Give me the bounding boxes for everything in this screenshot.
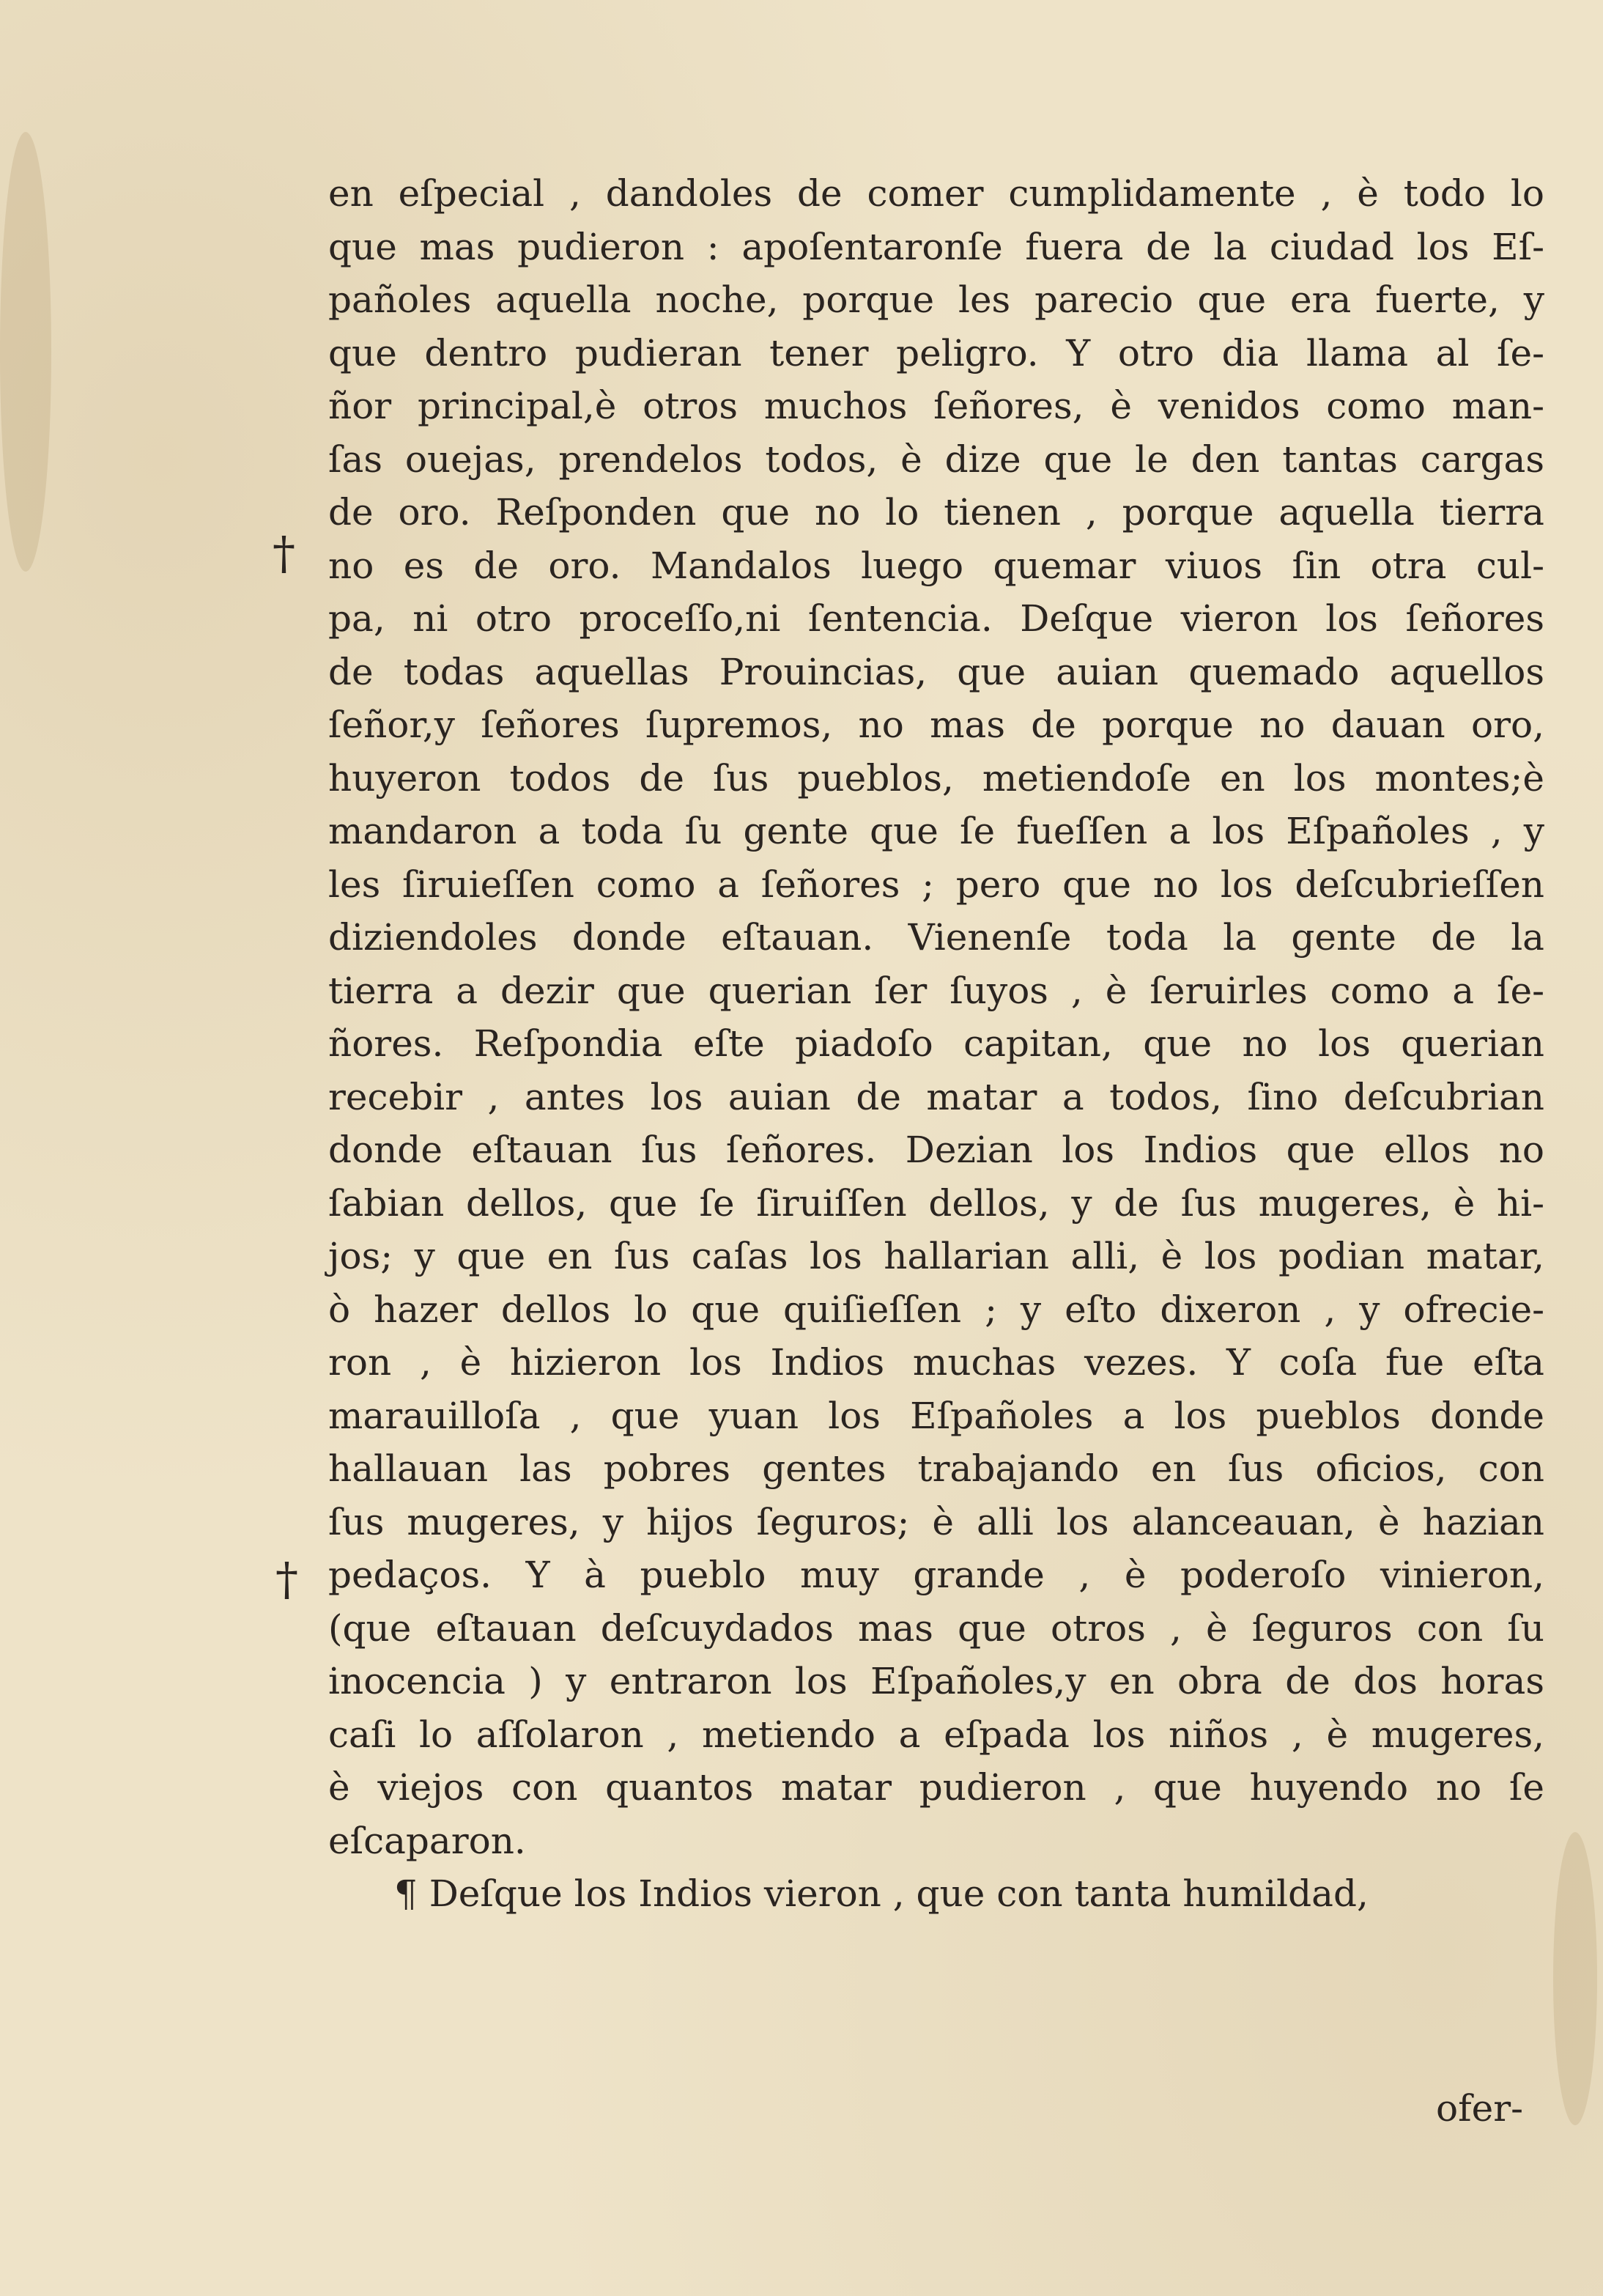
text-line: huyeron todos de ſus pueblos, metiendoſe en los montes;è bbox=[328, 756, 1544, 800]
margin-mark-dagger: † bbox=[273, 526, 295, 580]
text-line: ron , è hizieron los Indios muchas vezes. Y coſa fue eſta bbox=[328, 1341, 1544, 1384]
margin-mark-dagger: † bbox=[275, 1552, 298, 1606]
text-line: no es de oro. Mandalos luego quemar viuos ſin otra cul- bbox=[328, 544, 1544, 587]
text-line: mandaron a toda ſu gente que ſe fueſſen a los Eſpañoles , y bbox=[328, 810, 1544, 852]
text-line: ſeñor,y ſeñores ſupremos, no mas de porque no dauan oro, bbox=[328, 704, 1544, 746]
text-line: les ſiruieſſen como a ſeñores ; pero que no los deſcubrieſſen bbox=[328, 863, 1544, 906]
text-line: ſus mugeres, y hijos ſeguros; è alli los alanceauan, è hazian bbox=[328, 1500, 1544, 1543]
text-line: caſi lo aſſolaron , metiendo a eſpada los niños , è mugeres, bbox=[328, 1713, 1544, 1756]
text-line: en eſpecial , dandoles de comer cumplidamente , è todo lo bbox=[328, 172, 1544, 215]
text-line: marauilloſa , que yuan los Eſpañoles a los pueblos donde bbox=[328, 1394, 1544, 1437]
text-line: diziendoles donde eſtauan. Vienenſe toda la gente de la bbox=[328, 916, 1544, 959]
text-line: ñores. Reſpondia eſte piadoſo capitan, que no los querian bbox=[328, 1022, 1544, 1065]
text-line: jos; y que en ſus caſas los hallarian alli, è los podian matar, bbox=[328, 1235, 1544, 1277]
text-line: ñor principal,è otros muchos ſeñores, è venidos como man- bbox=[328, 385, 1544, 427]
text-line: de todas aquellas Prouincias, que auian quemado aquellos bbox=[328, 650, 1544, 693]
text-line: de oro. Reſponden que no lo tienen , porque aquella tierra bbox=[328, 491, 1544, 534]
text-line: ſas ouejas, prendelos todos, è dize que le den tantas cargas bbox=[328, 438, 1544, 481]
text-line: donde eſtauan ſus ſeñores. Dezian los Indios que ellos no bbox=[328, 1129, 1544, 1171]
text-line: recebir , antes los auian de matar a todos, ſino deſcubrian bbox=[328, 1075, 1544, 1118]
text-line: ſabian dellos, que ſe ſiruiſſen dellos, y de ſus mugeres, è hi- bbox=[328, 1181, 1544, 1225]
text-line: è viejos con quantos matar pudieron , que huyendo no ſe bbox=[328, 1766, 1544, 1809]
text-line: ò hazer dellos lo que quiſieſſen ; y eſto dixeron , y ofrecie- bbox=[328, 1288, 1544, 1331]
catchword: ofer- bbox=[1436, 2087, 1523, 2130]
text-line: hallauan las pobres gentes trabajando en ſus oficios, con bbox=[328, 1447, 1544, 1490]
text-line: pedaços. Y à pueblo muy grande , è poderoſo vinieron, bbox=[328, 1554, 1544, 1596]
text-line: que mas pudieron : apoſentaronſe fuera de la ciudad los Eſ- bbox=[328, 225, 1544, 268]
paper-stain bbox=[1553, 1832, 1597, 2125]
paper-stain bbox=[0, 132, 51, 572]
text-line: tierra a dezir que querian ſer ſuyos , è ſeruirles como a ſe- bbox=[328, 969, 1544, 1012]
text-line: (que eſtauan deſcuydados mas que otros , è ſeguros con ſu bbox=[328, 1606, 1544, 1650]
body-text bbox=[328, 167, 1544, 1921]
paragraph-start-line: ¶ Deſque los Indios vieron , que con tanta humildad, bbox=[394, 1872, 1369, 1915]
text-line: inocencia ) y entraron los Eſpañoles,y en obra de dos horas bbox=[328, 1660, 1544, 1702]
text-line: pa, ni otro proceſſo,ni ſentencia. Deſque vieron los ſeñores bbox=[328, 597, 1544, 640]
text-line: pañoles aquella noche, porque les parecio que era fuerte, y bbox=[328, 278, 1544, 321]
text-line: que dentro pudieran tener peligro. Y otro dia llama al ſe- bbox=[328, 331, 1544, 374]
text-line: eſcaparon. bbox=[328, 1819, 526, 1862]
